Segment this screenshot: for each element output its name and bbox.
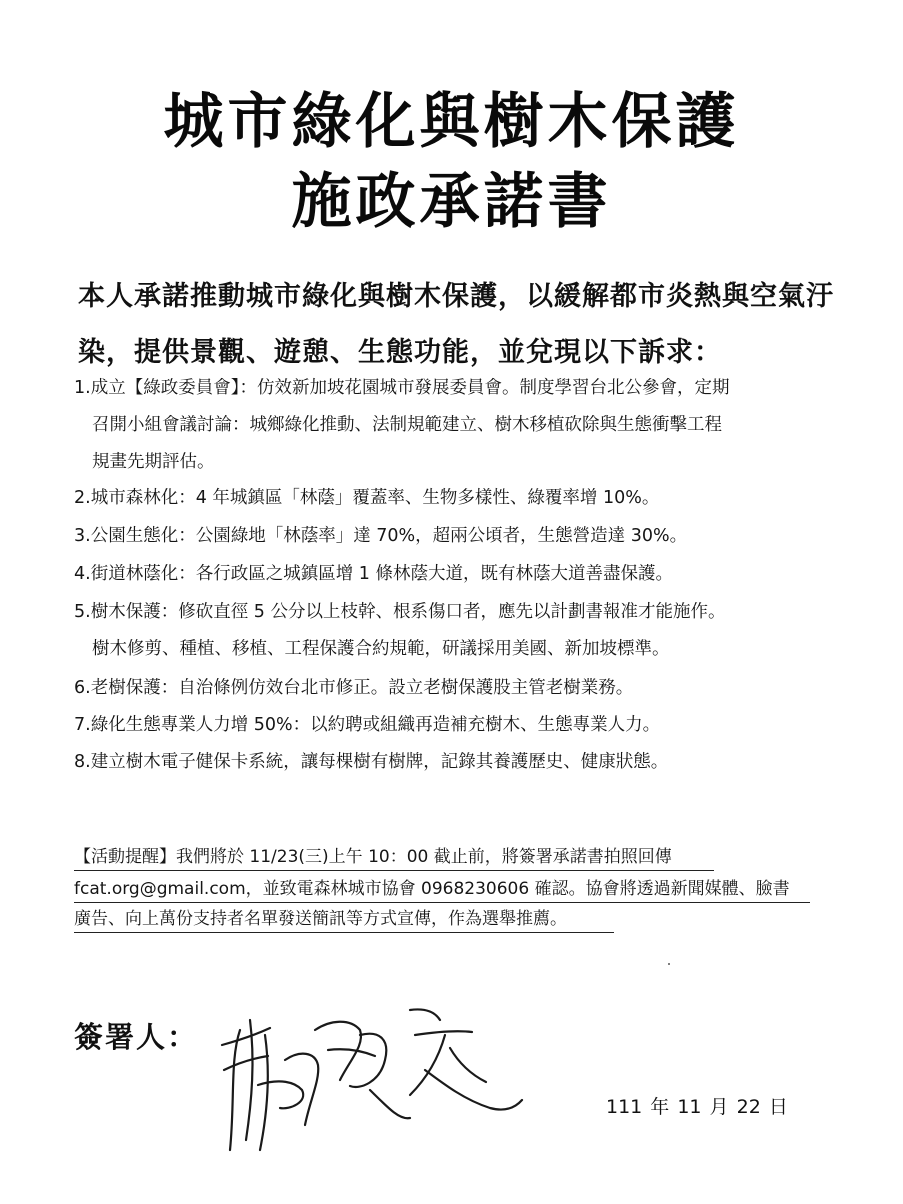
- list-item: 7.綠化生態專業人力增 50%：以約聘或組織再造補充樹木、生態專業人力。: [74, 715, 661, 735]
- reminder-line-1: 【活動提醒】我們將於 11/23(三)上午 10：00 截止前，將簽署承諾書拍照回傳: [74, 847, 672, 867]
- list-item: 召開小組會議討論：城鄉綠化推動、法制規範建立、樹木移植砍除與生態衝擊工程: [92, 415, 722, 435]
- document-title-line-2: 施政承諾書: [291, 167, 612, 237]
- list-item: 2.城市森林化：4 年城鎮區「林蔭」覆蓋率、生物多樣性、綠覆率增 10%。: [74, 488, 660, 508]
- document-title-line-1: 城市綠化與樹木保護: [163, 87, 740, 157]
- intro-line-2: 染，提供景觀、遊憩、生態功能，並兌現以下訴求：: [78, 337, 722, 368]
- speck: [668, 963, 670, 965]
- reminder-line-2: fcat.org@gmail.com，並致電森林城市協會 0968230606 確認。協會將透過新聞媒體、臉書: [74, 879, 790, 899]
- list-item: 樹木修剪、種植、移植、工程保護合約規範，研議採用美國、新加坡標準。: [92, 639, 670, 659]
- list-item: 8.建立樹木電子健保卡系統，讓每棵樹有樹牌，記錄其養護歷史、健康狀態。: [74, 752, 669, 772]
- list-item: 4.街道林蔭化：各行政區之城鎮區增 1 條林蔭大道，既有林蔭大道善盡保護。: [74, 564, 673, 584]
- underline: [74, 870, 714, 871]
- list-item: 規畫先期評估。: [92, 452, 215, 472]
- list-item: 1.成立【綠政委員會】：仿效新加坡花園城市發展委員會。制度學習台北公參會，定期: [74, 378, 730, 398]
- handwritten-signature: [210, 990, 530, 1160]
- list-item: 5.樹木保護：修砍直徑 5 公分以上枝幹、根系傷口者，應先以計劃書報准才能施作。: [74, 602, 726, 622]
- list-item: 6.老樹保護：自治條例仿效台北市修正。設立老樹保護股主管老樹業務。: [74, 678, 634, 698]
- signing-date: 111 年 11 月 22 日: [606, 1096, 788, 1118]
- reminder-line-3: 廣告、向上萬份支持者名單發送簡訊等方式宣傳，作為選舉推薦。: [74, 909, 567, 929]
- intro-line-1: 本人承諾推動城市綠化與樹木保護，以緩解都市炎熱與空氣汙: [78, 281, 834, 312]
- list-item: 3.公園生態化：公園綠地「林蔭率」達 70%，超兩公頃者，生態營造達 30%。: [74, 526, 688, 546]
- signer-label: 簽署人：: [74, 1020, 199, 1054]
- underline: [74, 902, 810, 903]
- underline: [74, 932, 614, 933]
